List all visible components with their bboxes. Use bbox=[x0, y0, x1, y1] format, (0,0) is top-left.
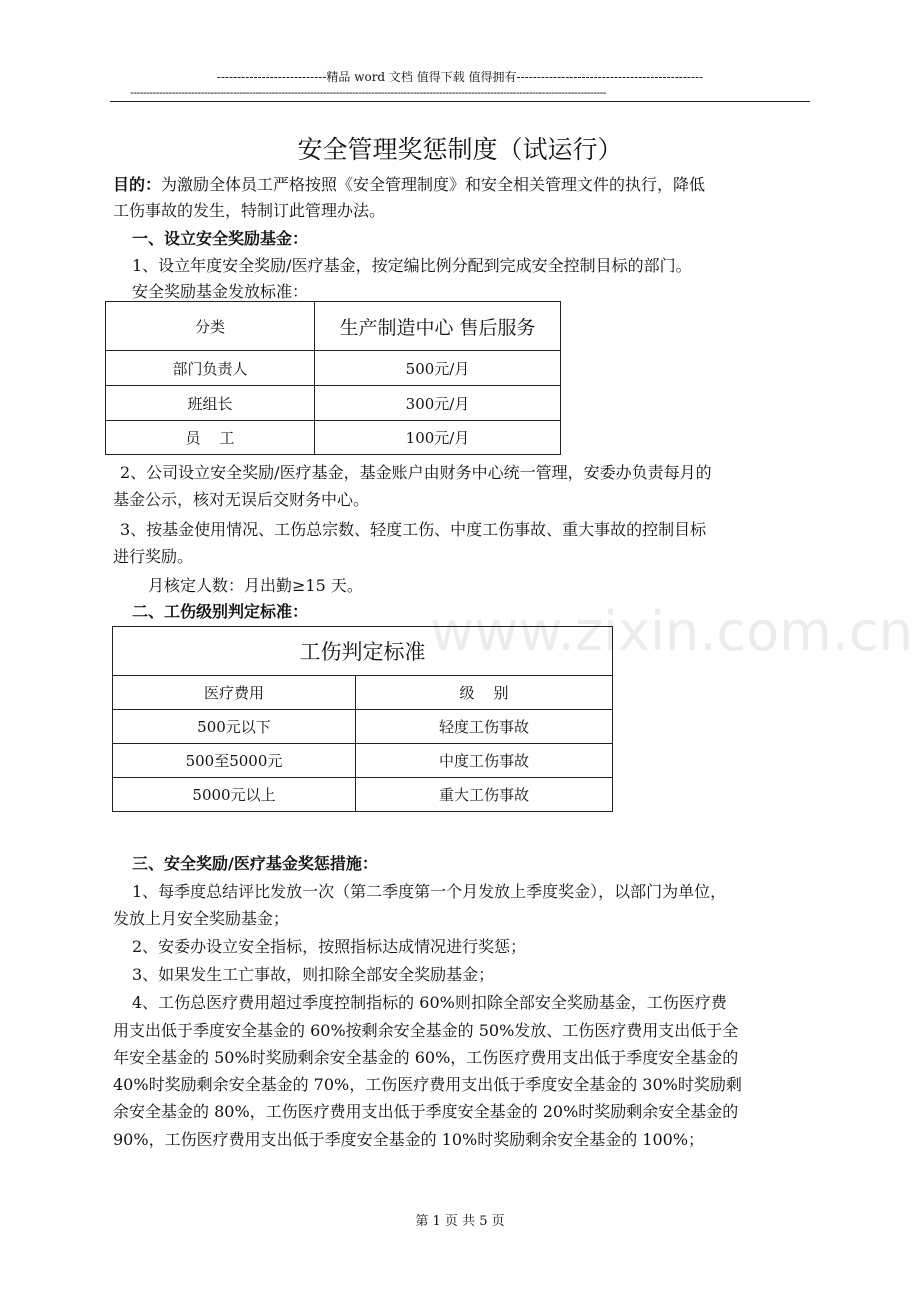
fund-table-header-category: 分类 bbox=[106, 302, 315, 351]
purpose-label: 目的： bbox=[113, 175, 162, 194]
fund-table-header-dept: 生产制造中心 售后服务 bbox=[315, 302, 561, 351]
injury-table-cell: 重大工伤事故 bbox=[356, 778, 613, 812]
injury-table-title: 工伤判定标准 bbox=[113, 627, 613, 676]
purpose-line-2: 工伤事故的发生，特制订此管理办法。 bbox=[113, 201, 386, 220]
page-header-dashes: ---------------------------------------------------------------------------------------------------------------------------------------------------- bbox=[130, 86, 607, 99]
header-divider bbox=[110, 101, 810, 102]
section1-item2-line2: 基金公示，核对无误后交财务中心。 bbox=[113, 490, 370, 509]
injury-table-cell: 5000元以上 bbox=[113, 778, 356, 812]
section1-item3-line1: 3、按基金使用情况、工伤总宗数、轻度工伤、中度工伤事故、重大事故的控制目标 bbox=[120, 520, 707, 539]
fund-table-cell: 员 工 bbox=[106, 421, 315, 455]
injury-table-cell: 500元以下 bbox=[113, 710, 356, 744]
section1-heading: 一、设立安全奖励基金： bbox=[132, 229, 309, 248]
fund-table-cell: 300元/月 bbox=[315, 386, 561, 421]
section1-item3-line2: 进行奖励。 bbox=[113, 547, 194, 566]
injury-table-cell: 中度工伤事故 bbox=[356, 744, 613, 778]
section2-heading: 二、工伤级别判定标准： bbox=[132, 602, 309, 621]
section3-item4-line6: 90%，工伤医疗费用支出低于季度安全基金的 10%时奖励剩余安全基金的 100%； bbox=[113, 1130, 705, 1149]
document-title: 安全管理奖惩制度（试运行） bbox=[297, 135, 623, 164]
section3-item4-line3: 年安全基金的 50%时奖励剩余安全基金的 60%，工伤医疗费用支出低于季度安全基金的 bbox=[113, 1048, 739, 1067]
site-watermark: www.zixin.com.cn bbox=[430, 600, 913, 663]
section3-item4-line2: 用支出低于季度安全基金的 60%按剩余安全基金的 50%发放、工伤医疗费用支出低于全 bbox=[113, 1021, 739, 1040]
section3-item1-line1: 1、每季度总结评比发放一次（第二季度第一个月发放上季度奖金），以部门为单位， bbox=[132, 882, 727, 901]
fund-table-cell: 100元/月 bbox=[315, 421, 561, 455]
section1-item1: 1、设立年度安全奖励/医疗基金，按定编比例分配到完成安全控制目标的部门。 bbox=[132, 256, 692, 275]
fund-table-cell: 班组长 bbox=[106, 386, 315, 421]
injury-table-cell: 轻度工伤事故 bbox=[356, 710, 613, 744]
fund-table-cell: 部门负责人 bbox=[106, 351, 315, 386]
purpose-line-1 bbox=[113, 172, 705, 195]
purpose-text-1: 为激励全体员工严格按照《安全管理制度》和安全相关管理文件的执行，降低 bbox=[161, 175, 706, 194]
injury-table-header-cost: 医疗费用 bbox=[113, 676, 356, 710]
fund-standard-table bbox=[105, 301, 561, 455]
page-footer: 第 1 页 共 5 页 bbox=[415, 1214, 505, 1229]
section3-item4-line5: 余安全基金的 80%，工伤医疗费用支出低于季度安全基金的 20%时奖励剩余安全基金的 bbox=[113, 1102, 739, 1121]
fund-table-cell: 500元/月 bbox=[315, 351, 561, 386]
section3-item3: 3、如果发生工亡事故，则扣除全部安全奖励基金； bbox=[132, 965, 495, 984]
section3-heading: 三、安全奖励/医疗基金奖惩措施： bbox=[132, 854, 378, 873]
injury-table-header-level: 级 别 bbox=[356, 676, 613, 710]
page-header-banner: ---------------------------精品 word 文档 值得下载 值得拥有---------------------------------------------- bbox=[216, 70, 704, 84]
section3-item4-line4: 40%时奖励剩余安全基金的 70%，工伤医疗费用支出低于季度安全基金的 30%时奖励剩 bbox=[113, 1075, 742, 1094]
section1-item2-line1: 2、公司设立安全奖励/医疗基金，基金账户由财务中心统一管理，安委办负责每月的 bbox=[120, 463, 712, 482]
monthly-headcount-note: 月核定人数：月出勤≥15 天。 bbox=[148, 576, 363, 595]
fund-table-caption: 安全奖励基金发放标准： bbox=[132, 282, 309, 301]
section3-item4-line1: 4、工伤总医疗费用超过季度控制指标的 60%则扣除全部安全奖励基金，工伤医疗费 bbox=[132, 993, 727, 1012]
section3-item1-line2: 发放上月安全奖励基金； bbox=[113, 909, 290, 928]
injury-table-cell: 500至5000元 bbox=[113, 744, 356, 778]
section3-item2: 2、安委办设立安全指标，按照指标达成情况进行奖惩； bbox=[132, 937, 527, 956]
